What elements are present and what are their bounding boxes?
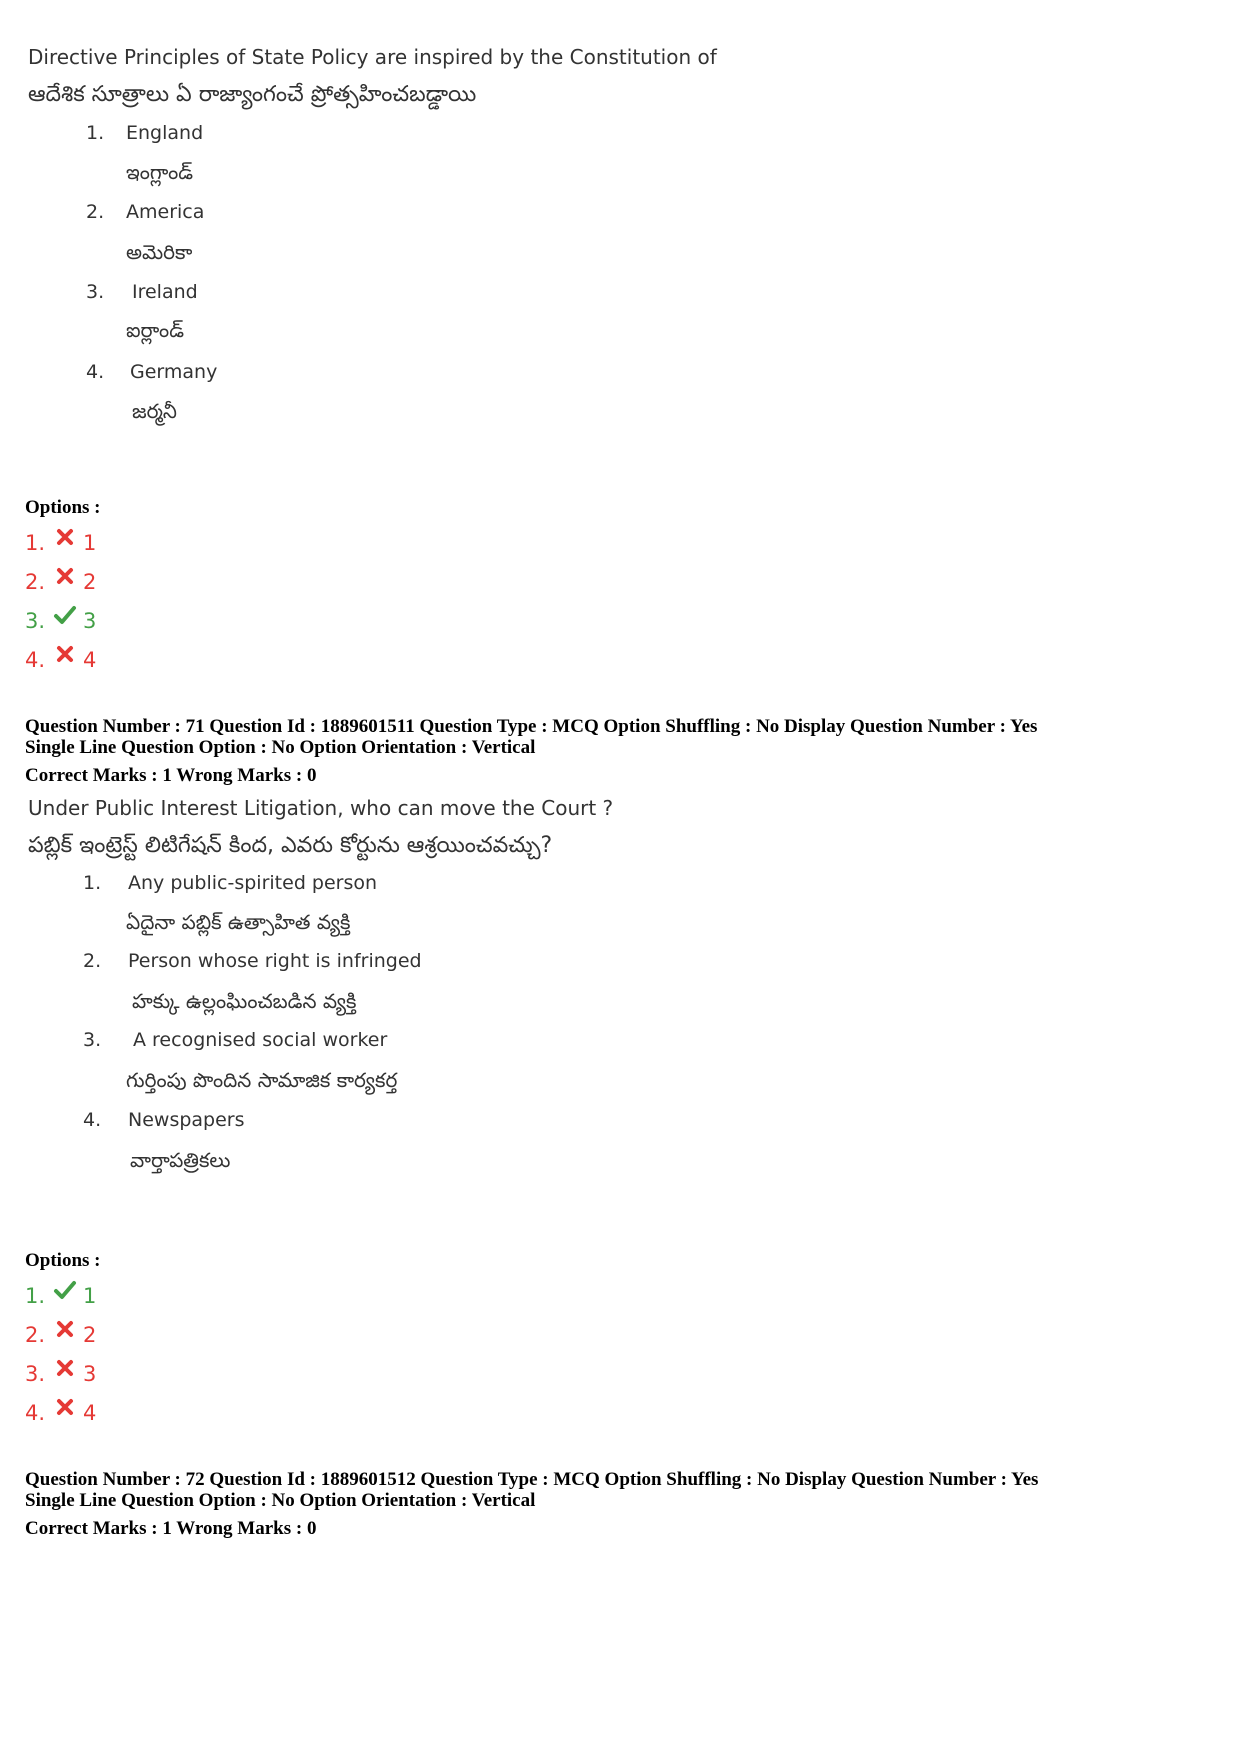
- option-number: 2.: [86, 201, 105, 223]
- answer-option: [25, 605, 96, 637]
- option-text-te: ఏదైనా పబ్లిక్ ఉత్సాహిత వ్యక్తి: [126, 910, 351, 934]
- question-meta: Single Line Question Option : No Option Orientation : Vertical: [25, 1490, 536, 1511]
- answer-index: 1.: [25, 1284, 46, 1308]
- answer-value: 3: [83, 1362, 97, 1386]
- option-text-te: ఇంగ్లాండ్: [126, 160, 194, 184]
- option-text-en: Germany: [130, 361, 218, 383]
- answer-value: 2: [83, 1323, 97, 1347]
- answer-index: 4.: [25, 648, 46, 672]
- question-71-options: [28, 870, 728, 1190]
- answer-option: [25, 644, 96, 676]
- cross-icon: [53, 1356, 77, 1380]
- option-number: 2.: [83, 950, 102, 972]
- answer-index: 3.: [25, 609, 46, 633]
- option-item: [28, 200, 728, 280]
- answer-value: 1: [83, 531, 97, 555]
- cross-icon: [53, 1395, 77, 1419]
- option-item: [28, 120, 728, 200]
- option-number: 3.: [86, 281, 105, 303]
- option-number: 1.: [86, 122, 105, 144]
- answer-index: 3.: [25, 1362, 46, 1386]
- option-text-en: Any public-spirited person: [128, 872, 378, 894]
- check-icon: [53, 603, 77, 627]
- option-number: 1.: [83, 872, 102, 894]
- question-text-te: ఆదేశిక సూత్రాలు ఏ రాజ్యాంగంచే ప్రోత్సహించబడ్డాయి: [28, 82, 477, 107]
- answer-option: [25, 1280, 96, 1312]
- option-text-en: England: [126, 122, 204, 144]
- options-heading: Options :: [25, 497, 101, 518]
- option-text-te: హక్కు ఉల్లంఘించబడిన వ్యక్తి: [132, 989, 357, 1013]
- option-number: 4.: [86, 361, 105, 383]
- option-text-en: Ireland: [132, 281, 198, 303]
- question-71-block: [28, 795, 728, 861]
- question-text-en: Under Public Interest Litigation, who can move the Court ?: [28, 796, 614, 820]
- question-meta: Single Line Question Option : No Option Orientation : Vertical: [25, 737, 536, 758]
- cross-icon: [53, 525, 77, 549]
- option-item: [28, 870, 728, 950]
- question-70-options: [28, 120, 728, 439]
- answer-value: 2: [83, 570, 97, 594]
- option-item: [28, 950, 728, 1030]
- option-text-te: ఐర్లాండ్: [126, 318, 184, 342]
- check-icon: [53, 1278, 77, 1302]
- option-item: [28, 280, 728, 359]
- option-text-te: వార్తాపత్రికలు: [130, 1148, 231, 1172]
- answer-value: 4: [83, 648, 97, 672]
- cross-icon: [53, 1317, 77, 1341]
- answer-option: [25, 566, 96, 598]
- question-text-en: Directive Principles of State Policy are inspired by the Constitution of: [28, 45, 717, 69]
- option-item: [28, 1110, 728, 1190]
- answer-option: [25, 1319, 96, 1351]
- cross-icon: [53, 564, 77, 588]
- option-number: 4.: [83, 1109, 102, 1131]
- cross-icon: [53, 642, 77, 666]
- option-text-te: అమెరికా: [126, 240, 193, 264]
- answer-value: 1: [83, 1284, 97, 1308]
- options-heading: Options :: [25, 1250, 101, 1271]
- option-text-en: America: [126, 201, 205, 223]
- option-number: 3.: [83, 1029, 102, 1051]
- answer-index: 4.: [25, 1401, 46, 1425]
- answer-index: 2.: [25, 1323, 46, 1347]
- question-70-block: [28, 44, 728, 110]
- answer-option: [25, 1358, 96, 1390]
- answer-index: 2.: [25, 570, 46, 594]
- answer-index: 1.: [25, 531, 46, 555]
- option-text-en: Person whose right is infringed: [128, 950, 422, 972]
- option-item: [28, 1030, 728, 1110]
- option-text-en: A recognised social worker: [133, 1029, 388, 1051]
- answer-value: 3: [83, 609, 97, 633]
- question-meta: Question Number : 71 Question Id : 1889601511 Question Type : MCQ Option Shuffling : No Display Question Number : Yes: [25, 716, 1038, 737]
- answer-value: 4: [83, 1401, 97, 1425]
- option-item: [28, 359, 728, 439]
- option-text-te: జర్మనీ: [132, 399, 177, 423]
- answer-option: [25, 527, 96, 559]
- question-meta: Question Number : 72 Question Id : 1889601512 Question Type : MCQ Option Shuffling : No Display Question Number : Yes: [25, 1469, 1039, 1490]
- answer-option: [25, 1397, 96, 1429]
- option-text-en: Newspapers: [128, 1109, 245, 1131]
- option-text-te: గుర్తింపు పొందిన సామాజిక కార్యకర్త: [126, 1068, 398, 1092]
- question-text-te: పబ్లిక్ ఇంట్రెస్ట్ లిటిగేషన్ కింద, ఎవరు కోర్టును ఆశ్రయించవచ్చు?: [28, 833, 553, 858]
- marks-info: Correct Marks : 1 Wrong Marks : 0: [25, 1518, 317, 1539]
- marks-info: Correct Marks : 1 Wrong Marks : 0: [25, 765, 317, 786]
